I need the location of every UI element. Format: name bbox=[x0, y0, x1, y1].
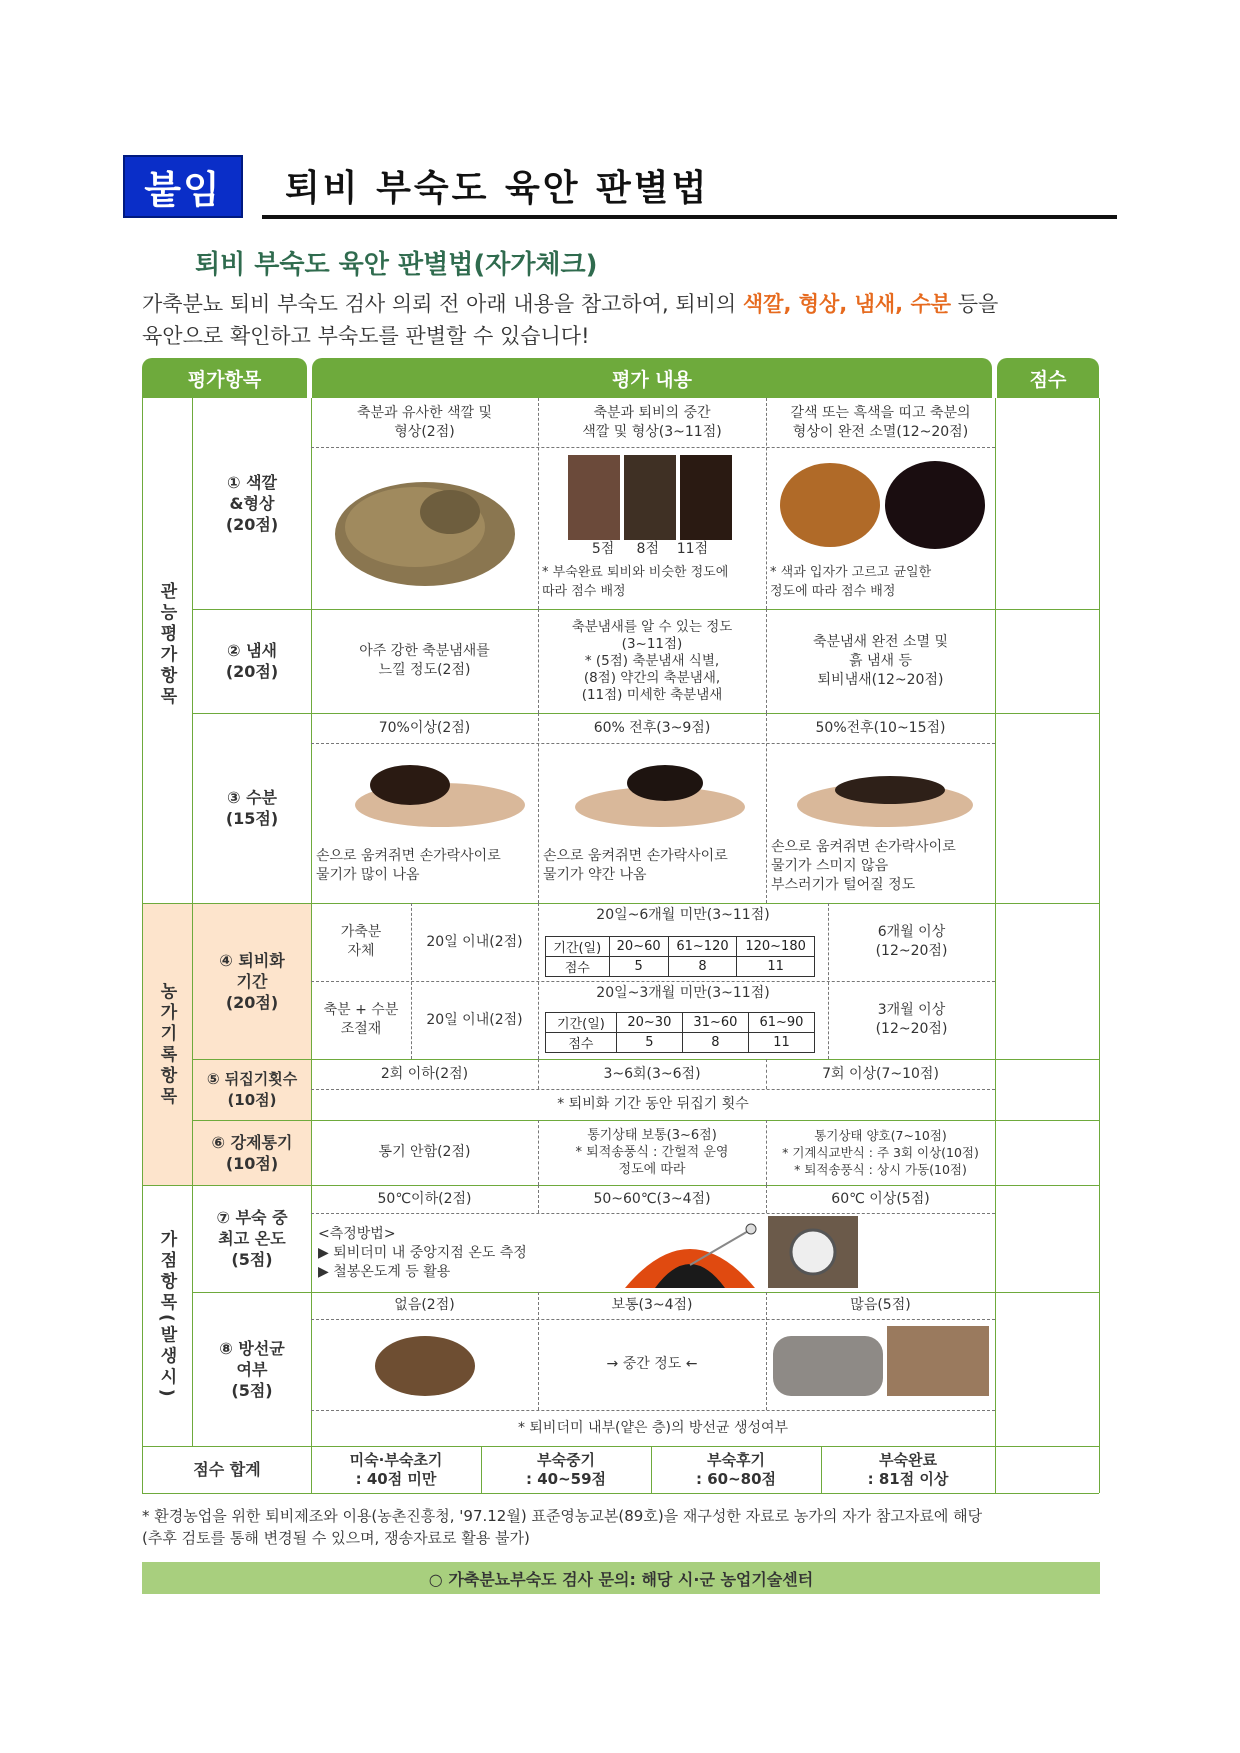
title-underline bbox=[262, 215, 1117, 219]
act-h3: 많음(5점) bbox=[850, 1297, 911, 1313]
period-r2-mid: 20일~3개월 미만(3~11점) bbox=[596, 984, 770, 1001]
compost-no-actino-image bbox=[370, 1330, 480, 1400]
actino-photo-1 bbox=[773, 1336, 883, 1396]
cell: 31~60 bbox=[682, 1013, 748, 1033]
period-r1-long: 6개월 이상 (12~20점) bbox=[875, 924, 948, 959]
sample-5-image bbox=[568, 455, 620, 540]
sample-8-image bbox=[624, 455, 676, 540]
item-period: ④ 퇴비화 기간 (20점) bbox=[219, 950, 285, 1012]
actino-photo-2 bbox=[887, 1326, 989, 1396]
cell: 61~90 bbox=[748, 1013, 814, 1033]
section-subtitle: 퇴비 부숙도 육안 판별법(자가체크) bbox=[195, 250, 598, 280]
grid-line bbox=[1099, 398, 1100, 1493]
cell: 11 bbox=[737, 957, 815, 977]
intro-highlight: 색깔, 형상, 냄새, 수분 bbox=[742, 292, 952, 316]
moisture-c1: 손으로 움켜쥐면 손가락사이로 물기가 많이 나옴 bbox=[316, 848, 501, 883]
moisture-c2: 손으로 움켜쥐면 손가락사이로 물기가 약간 나옴 bbox=[543, 848, 728, 883]
header-content: 평가 내용 bbox=[312, 358, 992, 398]
smell-c2: 축분냄새를 알 수 있는 정도 (3~11점) * (5점) 축분냄새 식별, (8점) 약간의 축분냄새, (11점) 미세한 축분냄새 bbox=[571, 618, 733, 703]
cell: 11 bbox=[748, 1033, 814, 1053]
total-s2: 부숙중기 : 40~59점 bbox=[525, 1450, 607, 1488]
period-r1-mid: 20일~6개월 미만(3~11점) bbox=[596, 906, 770, 923]
act-note: * 퇴비더미 내부(얕은 층)의 방선균 생성여부 bbox=[517, 1419, 789, 1436]
temp-method: <측정방법> ▶ 퇴비더미 내 중앙지점 온도 측정 ▶ 철봉온도계 등 활용 bbox=[318, 1225, 527, 1280]
hand-wet-image bbox=[330, 755, 530, 835]
footnote: * 환경농업을 위한 퇴비제조와 이용(농촌진흥청, '97.12월) 표준영농교본(89호)을 재구성한 자료로 농가의 자가 참고자료에 해당 (추후 검토를 통해 변경될 수 있으며, 쟁송자료로 활용 불가) bbox=[142, 1507, 983, 1547]
grid-line bbox=[311, 1213, 995, 1214]
turning-c2: 3~6회(3~6점) bbox=[603, 1065, 701, 1082]
thermometer-photo bbox=[768, 1216, 858, 1288]
color-note3: * 색과 입자가 고르고 균일한 정도에 따라 점수 배정 bbox=[770, 565, 932, 599]
total-s4: 부숙완료 : 81점 이상 bbox=[867, 1450, 949, 1488]
cell: 점수 bbox=[546, 1033, 617, 1053]
period-r2-table bbox=[545, 1012, 815, 1053]
cell: 8 bbox=[668, 957, 736, 977]
period-r1-short: 20일 이내(2점) bbox=[426, 933, 523, 950]
total-label: 점수 합계 bbox=[193, 1460, 261, 1479]
grid-line bbox=[142, 1493, 1099, 1494]
moisture-h1: 70%이상(2점) bbox=[378, 719, 471, 736]
header-item: 평가항목 bbox=[142, 358, 307, 398]
turning-c3: 7회 이상(7~10점) bbox=[822, 1065, 939, 1082]
temp-h2: 50~60℃(3~4점) bbox=[593, 1190, 711, 1207]
cell: 120~180 bbox=[737, 937, 815, 957]
category-farm: 농가기록항목 bbox=[156, 982, 177, 1108]
badge: 붙임 bbox=[123, 155, 243, 218]
total-s3: 부숙후기 : 60~80점 bbox=[695, 1450, 777, 1488]
sample-11-image bbox=[680, 455, 732, 540]
compost-pile-diagram bbox=[615, 1220, 765, 1290]
intro-text: 가축분뇨 퇴비 부숙도 검사 의뢰 전 아래 내용을 참고하여, 퇴비의 bbox=[142, 292, 743, 316]
total-s1: 미숙·부숙초기 : 40점 미만 bbox=[349, 1450, 443, 1488]
color-scores: 5점 8점 11점 bbox=[591, 540, 709, 557]
item-moisture: ③ 수분 (15점) bbox=[225, 788, 279, 828]
cell: 61~120 bbox=[668, 937, 736, 957]
intro-text-end: 등을 bbox=[951, 292, 999, 316]
act-h2: 보통(3~4점) bbox=[611, 1297, 693, 1313]
grid-line bbox=[995, 398, 996, 1493]
category-bonus: 가점항목(발생시) bbox=[156, 1229, 177, 1401]
page-title: 퇴비 부숙도 육안 판별법 bbox=[285, 168, 710, 209]
item-actinomycetes: ⑧ 방선균 여부 (5점) bbox=[219, 1338, 285, 1400]
header-score: 점수 bbox=[997, 358, 1099, 398]
cell: 점수 bbox=[546, 957, 610, 977]
grid-line bbox=[311, 743, 995, 744]
turning-note: * 퇴비화 기간 동안 뒤집기 횟수 bbox=[557, 1096, 749, 1112]
moisture-h3: 50%전후(10~15점) bbox=[815, 719, 946, 736]
turning-c1: 2회 이하(2점) bbox=[380, 1065, 469, 1082]
moisture-h2: 60% 전후(3~9점) bbox=[593, 719, 711, 736]
cell: 기간(일) bbox=[546, 1013, 617, 1033]
temp-h3: 60℃ 이상(5점) bbox=[831, 1190, 930, 1207]
cell: 5 bbox=[616, 1033, 682, 1053]
color-note2: * 부숙완료 퇴비와 비슷한 정도에 따라 점수 배정 bbox=[542, 565, 729, 599]
grid-line bbox=[538, 903, 539, 1059]
aeration-c3: 통기상태 양호(7~10점) * 기계식교반식 : 주 3회 이상(10점) * 퇴적송풍식 : 상시 가동(10점) bbox=[782, 1128, 979, 1177]
cell: 5 bbox=[609, 957, 668, 977]
period-r2-long: 3개월 이상 (12~20점) bbox=[875, 1002, 948, 1037]
act-mid: → 중간 정도 ← bbox=[606, 1356, 698, 1372]
compost-finished-image bbox=[775, 455, 990, 555]
footer-contact: ○ 가축분뇨부숙도 검사 문의: 해당 시·군 농업기술센터 bbox=[142, 1562, 1100, 1594]
period-r2-short: 20일 이내(2점) bbox=[426, 1011, 523, 1028]
cell: 기간(일) bbox=[546, 937, 610, 957]
cell: 20~60 bbox=[609, 937, 668, 957]
item-color: ① 색깔 &형상 (20점) bbox=[225, 473, 279, 534]
color-h3: 갈색 또는 흑색을 띠고 축분의 형상이 완전 소멸(12~20점) bbox=[790, 404, 971, 440]
item-smell: ② 냄새 (20점) bbox=[225, 641, 279, 681]
smell-c1: 아주 강한 축분냄새를 느낄 정도(2점) bbox=[359, 643, 490, 678]
hand-moist-image bbox=[565, 755, 755, 835]
cell: 8 bbox=[682, 1033, 748, 1053]
period-r1-table bbox=[545, 936, 815, 977]
color-h2: 축분과 퇴비의 중간 색깔 및 형상(3~11점) bbox=[582, 404, 722, 440]
smell-c3: 축분냄새 완전 소멸 및 흙 냄새 등 퇴비냄새(12~20점) bbox=[812, 633, 949, 688]
cell: 20~30 bbox=[616, 1013, 682, 1033]
manure-raw-image bbox=[320, 462, 530, 597]
intro-line-2: 육안으로 확인하고 부숙도를 판별할 수 있습니다! bbox=[142, 324, 590, 348]
aeration-c2: 통기상태 보통(3~6점) * 퇴적송풍식 : 간헐적 운영 정도에 따라 bbox=[575, 1128, 729, 1177]
item-turning: ⑤ 뒤집기횟수 (10점) bbox=[206, 1069, 298, 1109]
period-r2-label: 축분 + 수분 조절재 bbox=[323, 1002, 399, 1037]
act-h1: 없음(2점) bbox=[394, 1297, 455, 1313]
color-h1: 축분과 유사한 색깔 및 형상(2점) bbox=[356, 404, 493, 440]
category-sensory: 관능평가항목 bbox=[156, 582, 177, 708]
moisture-c3: 손으로 움켜쥐면 손가락사이로 물기가 스미지 않음 부스러기가 털어질 정도 bbox=[771, 838, 956, 893]
item-aeration: ⑥ 강제통기 (10점) bbox=[211, 1132, 293, 1173]
aeration-c1: 통기 안함(2점) bbox=[378, 1144, 471, 1160]
item-temperature: ⑦ 부숙 중 최고 온도 (5점) bbox=[216, 1208, 288, 1269]
hand-dry-image bbox=[790, 755, 980, 835]
grid-line bbox=[311, 447, 995, 448]
intro-line-1 bbox=[142, 288, 998, 318]
temp-h1: 50℃이하(2점) bbox=[377, 1190, 472, 1207]
period-r1-label: 가축분 자체 bbox=[340, 924, 382, 959]
